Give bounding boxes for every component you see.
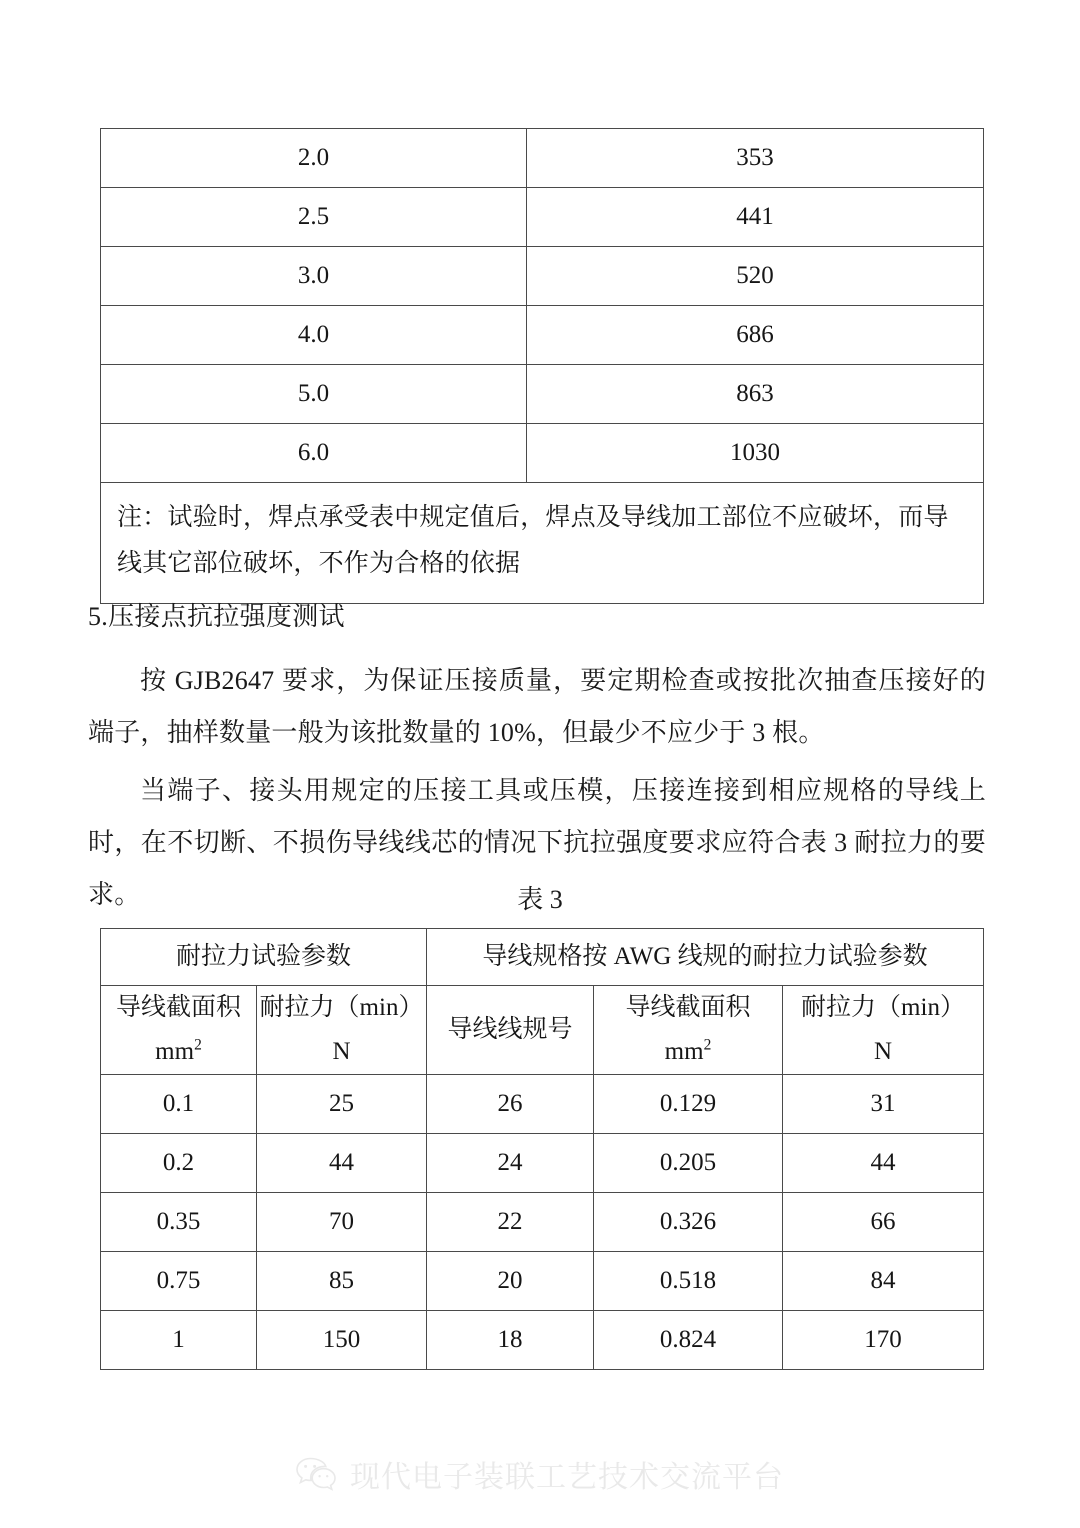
watermark-text: 现代电子装联工艺技术交流平台 [350, 1461, 784, 1494]
table-note-row [101, 483, 984, 604]
cell-pull-force: 44 [257, 1134, 427, 1193]
cell-awg-gauge: 18 [427, 1311, 594, 1370]
table-row [101, 247, 984, 306]
group-header-awg: 导线规格按 AWG 线规的耐拉力试验参数 [427, 929, 984, 986]
cell-awg-pull-force: 31 [783, 1075, 984, 1134]
group-header-metric: 耐拉力试验参数 [101, 929, 427, 986]
table-row [101, 1252, 984, 1311]
table-note: 注：试验时，焊点承受表中规定值后，焊点及导线加工部位不应破坏，而导线其它部位破坏，不作为合格的依据 [101, 483, 984, 604]
tensile-strength-table-continued [100, 128, 983, 604]
cell-tensile-force: 353 [527, 129, 984, 188]
cell-pull-force: 70 [257, 1193, 427, 1252]
cell-awg-gauge: 26 [427, 1075, 594, 1134]
pull-force-parameters-table [100, 928, 983, 1370]
header-line-1: 导线截面积 [115, 994, 241, 1021]
header-unit-superscript: 2 [194, 1036, 202, 1054]
header-unit: mm [664, 1038, 704, 1065]
cell-wire-area: 0.1 [101, 1075, 257, 1134]
paragraph-sampling-requirement: 按 GJB2647 要求，为保证压接质量，要定期检查或按批次抽查压接好的端子，抽样数量一般为该批数量的 10%，但最少不应少于 3 根。 [88, 666, 986, 747]
header-unit-superscript: 2 [703, 1036, 712, 1054]
cell-awg-gauge: 24 [427, 1134, 594, 1193]
table-row [101, 424, 984, 483]
cell-tensile-force: 686 [527, 306, 984, 365]
cell-wire-size: 4.0 [101, 306, 527, 365]
cell-awg-gauge: 20 [427, 1252, 594, 1311]
table-row [101, 188, 984, 247]
table-row [101, 1075, 984, 1134]
footer-watermark [0, 1452, 1080, 1496]
header-unit: mm [155, 1038, 195, 1065]
cell-awg-wire-area: 0.326 [594, 1193, 783, 1252]
table-row [101, 365, 984, 424]
header-line-1: 耐拉力（min） [801, 994, 965, 1021]
cell-wire-size: 6.0 [101, 424, 527, 483]
cell-tensile-force: 441 [527, 188, 984, 247]
cell-awg-wire-area: 0.129 [594, 1075, 783, 1134]
column-header-wire-area [101, 986, 257, 1075]
header-line-1: 导线线规号 [447, 1016, 573, 1043]
paragraph-crimp-requirement: 当端子、接头用规定的压接工具或压模，压接连接到相应规格的导线上时，在不切断、不损伤导线线芯的情况下抗拉强度要求应符合表 3 耐拉力的要求。 [88, 776, 986, 909]
table-group-header-row [101, 929, 984, 986]
cell-tensile-force: 520 [527, 247, 984, 306]
column-header-awg-pull-force [783, 986, 984, 1075]
cell-wire-size: 2.0 [101, 129, 527, 188]
cell-wire-area: 0.2 [101, 1134, 257, 1193]
table-row [101, 129, 984, 188]
header-line-2 [596, 1030, 780, 1074]
cell-pull-force: 85 [257, 1252, 427, 1311]
header-line-2 [103, 1030, 254, 1074]
table-row [101, 1311, 984, 1370]
column-header-awg-wire-area [594, 986, 783, 1075]
table-row [101, 1193, 984, 1252]
cell-awg-wire-area: 0.205 [594, 1134, 783, 1193]
cell-wire-area: 0.35 [101, 1193, 257, 1252]
table-column-header-row [101, 986, 984, 1075]
cell-awg-wire-area: 0.824 [594, 1311, 783, 1370]
cell-awg-pull-force: 66 [783, 1193, 984, 1252]
cell-pull-force: 150 [257, 1311, 427, 1370]
cell-awg-wire-area: 0.518 [594, 1252, 783, 1311]
cell-awg-pull-force: 44 [783, 1134, 984, 1193]
cell-awg-gauge: 22 [427, 1193, 594, 1252]
cell-wire-size: 5.0 [101, 365, 527, 424]
header-line-2: N [873, 1038, 893, 1065]
section-heading: 5.压接点抗拉强度测试 [88, 602, 345, 631]
cell-wire-size: 3.0 [101, 247, 527, 306]
wechat-icon [296, 1457, 336, 1491]
header-line-1: 耐拉力（min） [259, 994, 424, 1021]
cell-tensile-force: 863 [527, 365, 984, 424]
table-row [101, 306, 984, 365]
cell-pull-force: 25 [257, 1075, 427, 1134]
table-row [101, 1134, 984, 1193]
cell-awg-pull-force: 84 [783, 1252, 984, 1311]
cell-tensile-force: 1030 [527, 424, 984, 483]
cell-wire-area: 0.75 [101, 1252, 257, 1311]
cell-awg-pull-force: 170 [783, 1311, 984, 1370]
header-line-1: 导线截面积 [625, 994, 751, 1021]
column-header-pull-force [257, 986, 427, 1075]
table-three-caption: 表 3 [517, 885, 563, 914]
cell-wire-area: 1 [101, 1311, 257, 1370]
cell-wire-size: 2.5 [101, 188, 527, 247]
header-line-2: N [332, 1038, 351, 1065]
column-header-awg-gauge [427, 986, 594, 1075]
